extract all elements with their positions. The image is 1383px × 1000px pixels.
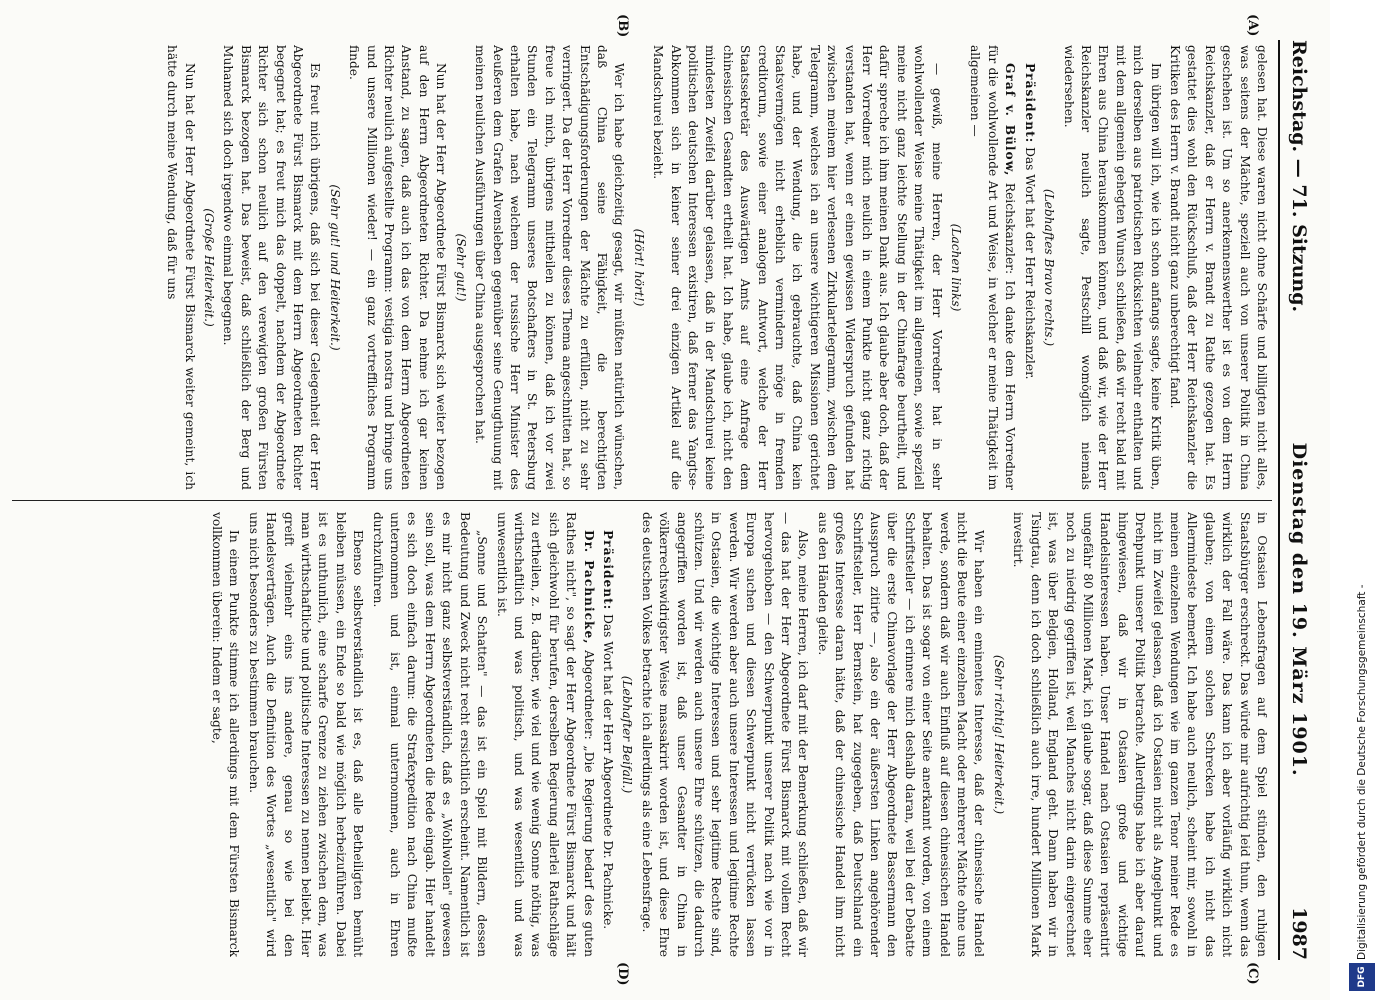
margin-marker-b: (B) (615, 14, 630, 38)
header-left: Reichstag. — 71. Sitzung. (1288, 40, 1310, 313)
paragraph-text: In einem Punkte stimme ich allerdings mit dem Fürsten Bismarck vollkommen überein: Indem er sagte, (210, 512, 242, 957)
paragraph-text: Im übrigen will ich, wie ich schon anfangs sagte, keine Kritik üben, mich derselben aus patriotischen Rücksichten vielmehr enthalten und mit dem allgemein gehegten Wunsch schließen, daß wir recht bald mit Ehren aus China herauskommen können, und daß wir, wie der Herr Reichskanzler neulich sagte, Pestschill womöglich niemals wiedersehen. (1061, 45, 1163, 490)
stage-direction (947, 45, 964, 490)
stage-direction (618, 512, 635, 957)
paragraph-text: Ebenso selbstverständlich ist es, daß alle Betheiligten bemüht bleiben müssen, ein Ende so bald wie möglich herbeizuführen. Dabei ist es unthunlich, eine scharfe Grenze zu ziehen zwischen dem, was man wirthschaftliche und politische Interessen zu nennen beliebt. Hier greift vielmehr eins ins andere, genau so wie bei den Handelsverträgen. Auch die Definition des Wortes „wesentlich" wird uns nicht besonders zu bestimmen brauchen. (246, 512, 366, 957)
paragraph-text: „Sonne und Schatten" — das ist ein Spiel mit Bildern, dessen Bedeutung und Zweck nicht recht ersichtlich erscheint. Namentlich ist es mir nicht ganz selbstverständlich, daß es „Wohlwollen" gewesen sein soll, was dem Herrn Abgeordneten die Rede eingab. Hier handelt es sich doch einfach darum: die Strafexpedition nach China mußte unternommen und ist, einmal unternommen, auch in Ehren durchzuführen. (370, 512, 490, 957)
digitization-credit (1342, 0, 1383, 1000)
paragraph (368, 512, 490, 957)
stage-direction (451, 45, 468, 490)
paragraph (208, 512, 243, 957)
paragraph-text: Nun hat der Herr Abgeordnete Fürst Bismarck sich weiter bezogen auf den Herrn Abgeordneten Richter. Da nehme ich gar keinen Anstand, zu sagen, daß auch ich das von dem Herrn Abgeordneten Richter neulich aufgestellte Programm: vestigia nostra und bringe uns und unsere Millionen wieder! — ein ganz vortreffliches Programm finde. (347, 45, 449, 490)
paragraph-text: (Sehr gut!) (453, 233, 468, 302)
paragraph-text: Wer ich habe gleichzeitig gesagt, wir müßten natürlich wünschen, daß China seine Fähigkeit, die berechtigten Entschädigungsforderungen der Mächte zu erfüllen, nicht zu sehr verringert. Da der Herr Vorredner dieses Thema angeschnitten hat, so freue ich mich, übrigens mittheilen zu können, daß ich vor zwei Stunden ein Telegramm unseres Botschafters in St. Petersburg erhalten habe, nach welchem der russische Herr Minister des Aeußeren dem Grafen Alvensleben gegenüber seine Genugthuung mit meinen neulichen Ausführungen über China ausgesprochen hat. (473, 45, 627, 490)
paragraph-text: Nun hat der Herr Abgeordnete Fürst Bismarck weiter gemeint, ich hätte durch meine Wendung, daß für uns (165, 45, 197, 490)
paragraph-text: Reichskanzler: Ich danke dem Herrn Vorredner für die wohlwollende Art und Weise, in welcher er meine Thätigkeit im allgemeinen — (968, 45, 1018, 490)
speech-paragraph (1020, 45, 1037, 490)
paragraph-text: (Lachen links) (949, 223, 964, 312)
margin-marker-a: (A) (1245, 14, 1260, 37)
stage-direction (629, 45, 646, 490)
paragraph (1166, 45, 1270, 490)
paragraph (637, 512, 811, 957)
speech-paragraph (966, 45, 1018, 490)
speaker-name: Präsident: (600, 530, 615, 611)
paragraph (163, 45, 198, 490)
paragraph-text: (Hört! hört!) (631, 228, 646, 307)
paragraph-text: (Große Heiterkeit.) (202, 208, 217, 327)
paragraph-text: Das Wort hat der Herr Reichskanzler. (1022, 147, 1037, 380)
speaker-name: Dr. Pachnicke, (581, 530, 596, 645)
speech-paragraph (599, 512, 616, 957)
paragraph-text: Es freut mich übrigens, daß sich bei dieser Gelegenheit der Herr Abgeordnete Fürst Bismarck mit dem Herrn Abgeordneten Richter begegnet hat; es freut mich das doppelt, nachdem der Abgeordnete Richter sich schon neulich auf den verewigten großen Fürsten Bismarck bezogen hat. Das beweist, daß schließlich der Berg und Muhamed sich doch irgendwo einmal begegnen. (221, 45, 323, 490)
paragraph (345, 45, 449, 490)
paragraph-text: in Ostasien Lebensfragen auf dem Spiel stünden, den ruhigen Staatsbürger erschreckt. Das würde mir aufrichtig leid thun, wenn das wirklich der Fall wäre. Das kann ich aber vorläufig wirklich nicht glauben; von einem solchen Schrecken habe ich nicht das Allermindeste bemerkt. Ich habe auch neulich, scheint mir, sowohl in meinen einzelnen Wendungen wie im ganzen Tenor meiner Rede es nicht im Zweifel gelassen, daß ich Ostasien nicht als Angelpunkt und Drehpunkt unserer Politik betrachte. Allerdings habe ich aber darauf hingewiesen, daß wir in Ostasien große und wichtige Handelsinteressen haben. Unser Handel nach Ostasien repräsentirt ungefähr 80 Millionen Mark, ich glaube sogar, daß diese Summe eher noch zu niedrig gegriffen ist, weil Manches nicht darin eingerechnet ist, was über Belgien, Holland, England geht. Dann haben wir in Tsingtau, denn ich doch schließlich auch irre, hundert Millionen Mark investirt. (1011, 512, 1269, 957)
column-divider (12, 500, 1272, 501)
stage-direction (990, 512, 1007, 957)
margin-marker-c: (C) (1245, 962, 1260, 985)
digitization-credit-text: Digitalisierung gefördert durch die Deutsche Forschungsgemeinschaft - (1356, 584, 1368, 960)
paragraph-text: Abgeordneter: „Die Regierung bedarf des guten Rathes nicht", so sagt der Herr Abgeordnete Fürst Bismarck und hält sich gleichwohl für berufen, derselben Regierung allerlei Rathschläge zu ertheilen, z. B. darüber, wie viel und wie wenig Sonne nöthig, was wirthschaftlich und was politisch, und was wesentlich und was unwesentlich ist. (494, 512, 596, 957)
paragraph-text: (Lebhafter Beifall.) (620, 675, 635, 794)
paragraph (1009, 512, 1270, 957)
paragraph (649, 45, 945, 490)
paragraph-text: (Lebhaftes Bravo rechts.) (1042, 188, 1057, 347)
stage-direction (200, 45, 217, 490)
paragraph-text: (Sehr gut! und Heiterkeit.) (327, 184, 342, 351)
header-rule (1278, 40, 1280, 960)
stage-direction (325, 45, 342, 490)
dfg-logo: DFG (1349, 963, 1375, 991)
paragraph (244, 512, 366, 957)
speaker-name: Graf v. Bülow, (1003, 63, 1018, 177)
paragraph-text: Das Wort hat der Herr Abgeordnete Dr. Pachnicke. (600, 614, 615, 930)
stage-direction (1040, 45, 1057, 490)
paragraph (471, 45, 628, 490)
paragraph (219, 45, 323, 490)
paragraph-text: Also, meine Herren, ich darf mit der Bemerkung schließen, daß wir — das hat der Herr Abgeordnete Fürst Bismarck mit vollem Recht hervorgehoben — den Schwerpunkt unserer Politik nach wie vor in Europa suchen und diesen Schwerpunkt nicht verrücken lassen werden. Wir werden aber auch unsere Interessen und legitime Rechte in Ostasien, die wichtige Interessen und sehr legitime Rechte sind, schützen. Und wir werden auch unsere Ehre schützen, die dadurch angegriffen worden ist, daß unser Gesandter in China in völkerrechtswidrigster Weise massakrirt worden ist, und diese Ehre des deutschen Volkes betrachte ich allerdings als eine Lebensfrage. (639, 512, 811, 957)
page-number: 1987 (1288, 907, 1310, 960)
margin-marker-d: (D) (615, 962, 630, 986)
paragraph-text: (Sehr richtig! Heiterkeit.) (991, 654, 1006, 815)
page-header (1282, 40, 1316, 960)
paragraph-text: Wir haben ein eminentes Interesse, daß der chinesische Handel nicht die Beute einer einzelnen Macht oder mehrerer Mächte ohne uns werde, sondern daß wir auch Einfluß auf diesen chinesischen Handel behalten. Das ist sogar von einer Seite anerkannt worden, von einem Schriftsteller — ich erinnere mich deshalb daran, weil bei der Debatte über die erste Chinavorlage der Herr Abgeordnete Bassermann den Ausspruch zitirte —, also ein der äußersten Linken angehörender Schriftsteller, Herr Bernstein, hat zugegeben, daß Deutschland ein großes Interesse daran hätte, daß der chinesische Handel ihm nicht aus den Händen gleite. (815, 512, 987, 957)
speech-paragraph (492, 512, 596, 957)
right-text-column (15, 512, 1270, 957)
left-text-column (15, 45, 1270, 490)
paragraph-text: gelesen hat. Diese waren nicht ohne Schärfe und billigten nicht alles, was seitens der Mächte, speziell auch von unserer Politik in China geschehen ist. Um so anerkennenswerther ist es von dem Herrn Reichskanzler, daß er Herrn v. Brandt zu Rathe gezogen hat. Es gestattet dies wohl den Rückschluß, daß der Herr Reichskanzler die Kritiken des Herrn v. Brandt nicht ganz unberechtigt fand. (1167, 45, 1269, 490)
speaker-name: Präsident: (1022, 63, 1037, 144)
paragraph (1059, 45, 1163, 490)
paragraph (813, 512, 987, 957)
paragraph-text: — gewiß, meine Herren, der Herr Vorredner hat in sehr wohlwollender Weise meine Thätigkeit im allgemeinen, sowie speziell meine nicht ganz leichte Stellung in der Chinafrage beurtheilt, und dafür spreche ich ihm meinen Dank aus. Ich glaube aber doch, daß der Herr Vorredner mich neulich in einem Punkte nicht ganz richtig verstanden hat, wenn er einen gewissen Widerspruch gefunden hat zwischen meinem hier verlesenen Zirkulartelegramm, zwischen dem Telegramm, welches ich an unsere wichtigeren Missionen gerichtet habe, und der Wendung, die ich gebrauchte, daß China kein Staatsvermögen nicht erheblich vermindern möge in fremden creditorum, sowie einer analogen Antwort, welche der Herr Staatssekretär des Auswärtigen Amts auf eine Anfrage dem chinesischen Gesandten ertheilt hat. Ich habe, glaube ich, nicht den mindesten Zweifel darüber gelassen, daß in der Mandschurei keine politischen deutschen Interessen existiren, daß ferner das Yangtse-Abkommen sich in keiner seiner drei einzigen Artikel auf die Mandschurei bezieht. (651, 45, 944, 490)
header-date: Dienstag den 19. März 1901. (1288, 442, 1310, 777)
